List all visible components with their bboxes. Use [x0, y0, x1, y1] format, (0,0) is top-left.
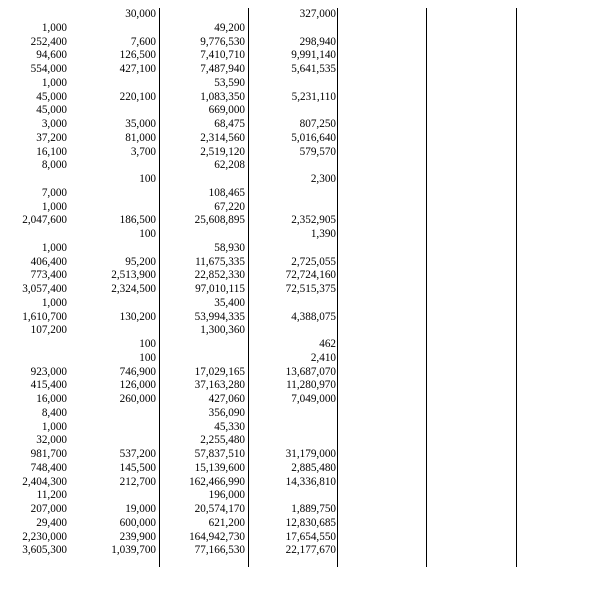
table-cell: 97,010,115	[195, 283, 245, 295]
table-cell: 13,687,070	[285, 365, 336, 378]
table-cell: 748,400	[30, 461, 67, 474]
table-cell: 427,060	[208, 393, 245, 405]
table-cell: 2,725,055	[291, 255, 336, 268]
table-cell: 16,000	[36, 393, 67, 405]
table-cell: 2,404,300	[22, 475, 67, 488]
table-cell: 22,177,670	[285, 544, 336, 557]
table-row	[0, 393, 600, 406]
table-cell: 95,200	[125, 255, 156, 268]
table-cell: 669,000	[208, 104, 245, 117]
table-cell: 2,410	[310, 351, 336, 364]
table-cell: 62,208	[214, 159, 245, 172]
table-row	[0, 201, 600, 214]
table-cell: 427,100	[119, 63, 156, 75]
table-cell	[0, 8, 67, 21]
table-row	[0, 489, 600, 502]
table-cell	[255, 242, 336, 255]
table-row	[0, 324, 600, 337]
table-cell	[255, 434, 336, 447]
table-cell: 19,000	[125, 503, 156, 515]
table-cell: 252,400	[30, 35, 67, 48]
table-cell: 7,410,710	[200, 49, 245, 62]
table-cell	[255, 22, 336, 35]
table-cell: 1,000	[41, 241, 67, 254]
table-cell: 29,400	[36, 516, 67, 529]
table-cell: 57,837,510	[194, 448, 245, 460]
table-cell: 3,605,300	[22, 544, 67, 557]
table-cell: 1,039,700	[111, 544, 156, 557]
table-cell: 15,139,600	[194, 461, 245, 474]
table-row	[0, 91, 600, 104]
table-row	[0, 338, 600, 351]
table-cell: 20,574,170	[194, 503, 245, 515]
table-cell: 1,000	[41, 21, 67, 34]
table-cell: 1,390	[310, 228, 336, 240]
table-row	[0, 283, 600, 296]
table-cell: 3,700	[130, 145, 156, 158]
table-cell: 16,100	[36, 145, 67, 158]
table-cell	[90, 297, 156, 310]
table-cell: 2,300	[310, 173, 336, 185]
table-cell: 554,000	[30, 63, 67, 75]
table-cell: 537,200	[119, 448, 156, 460]
table-row	[0, 36, 600, 49]
table-cell: 212,700	[119, 475, 156, 488]
table-cell	[0, 173, 67, 186]
table-cell	[170, 8, 245, 21]
table-cell: 3,057,400	[22, 283, 67, 295]
table-row	[0, 531, 600, 544]
table-cell: 186,500	[119, 214, 156, 227]
table-cell: 94,600	[36, 49, 67, 62]
table-cell: 53,994,335	[194, 310, 245, 323]
table-cell: 5,016,640	[291, 131, 336, 144]
table-row	[0, 77, 600, 90]
table-cell: 7,000	[41, 186, 67, 199]
table-cell	[90, 421, 156, 434]
table-cell: 30,000	[125, 8, 156, 20]
table-cell: 11,200	[36, 489, 67, 502]
table-cell: 81,000	[125, 131, 156, 144]
table-cell	[170, 228, 245, 241]
table-cell: 9,991,140	[291, 49, 336, 62]
table-cell: 130,200	[119, 310, 156, 323]
table-row	[0, 434, 600, 447]
table-cell: 2,519,120	[200, 145, 245, 158]
table-cell: 126,500	[119, 49, 156, 62]
table-row	[0, 448, 600, 461]
table-cell: 2,047,600	[22, 214, 67, 227]
table-cell: 45,000	[36, 104, 67, 117]
table-cell: 2,314,560	[200, 131, 245, 144]
table-cell: 1,083,350	[200, 90, 245, 103]
table-cell: 126,000	[119, 379, 156, 392]
table-cell: 1,000	[41, 200, 67, 213]
table-cell: 2,352,905	[291, 214, 336, 227]
table-cell	[255, 77, 336, 90]
table-cell: 77,166,530	[194, 544, 245, 557]
table-cell: 773,400	[30, 269, 67, 282]
table-cell: 415,400	[30, 379, 67, 392]
table-cell: 35,400	[214, 296, 245, 309]
table-row	[0, 242, 600, 255]
table-cell: 145,500	[119, 461, 156, 474]
table-cell: 462	[319, 338, 336, 350]
table-row	[0, 22, 600, 35]
table-cell: 14,336,810	[285, 475, 336, 488]
table-cell	[90, 434, 156, 447]
table-cell	[90, 22, 156, 35]
table-cell: 72,515,375	[285, 283, 336, 295]
table-cell: 37,163,280	[194, 379, 245, 392]
table-cell: 11,675,335	[195, 255, 245, 268]
table-cell	[255, 201, 336, 214]
table-row	[0, 159, 600, 172]
table-cell	[90, 159, 156, 172]
table-cell: 1,610,700	[22, 310, 67, 323]
table-cell: 1,889,750	[291, 503, 336, 515]
table-row	[0, 269, 600, 282]
table-cell: 100	[139, 338, 156, 350]
table-cell: 298,940	[299, 35, 336, 48]
table-cell: 17,029,165	[194, 365, 245, 378]
table-cell: 100	[139, 173, 156, 185]
table-cell: 923,000	[30, 365, 67, 378]
table-cell: 2,255,480	[200, 434, 245, 447]
table-cell: 53,590	[214, 76, 245, 89]
table-row	[0, 379, 600, 392]
table-row	[0, 104, 600, 117]
table-cell	[90, 407, 156, 420]
table-cell: 45,330	[214, 420, 245, 433]
table-row	[0, 187, 600, 200]
table-cell: 8,400	[41, 406, 67, 419]
table-cell	[90, 242, 156, 255]
table-cell: 621,200	[208, 516, 245, 529]
table-cell: 2,513,900	[111, 269, 156, 282]
table-cell: 100	[139, 228, 156, 240]
table-cell: 3,000	[41, 118, 67, 130]
table-cell: 11,280,970	[286, 379, 336, 392]
table-cell	[90, 324, 156, 337]
table-cell: 220,100	[119, 90, 156, 103]
table-cell	[255, 187, 336, 200]
table-cell	[170, 352, 245, 365]
table-row	[0, 421, 600, 434]
table-row	[0, 462, 600, 475]
table-cell	[255, 407, 336, 420]
table-cell: 807,250	[299, 118, 336, 130]
table-cell: 2,230,000	[22, 530, 67, 543]
table-cell: 600,000	[119, 516, 156, 529]
table-row	[0, 407, 600, 420]
table-cell: 406,400	[30, 255, 67, 268]
table-row	[0, 352, 600, 365]
table-cell: 2,885,480	[291, 461, 336, 474]
table-cell: 35,000	[125, 118, 156, 130]
table-cell: 5,231,110	[291, 90, 336, 103]
table-cell: 207,000	[30, 503, 67, 515]
table-cell: 4,388,075	[291, 310, 336, 323]
table-cell: 49,200	[214, 21, 245, 34]
table-cell	[255, 324, 336, 337]
table-row	[0, 476, 600, 489]
table-cell	[90, 201, 156, 214]
table-row	[0, 118, 600, 131]
table-cell: 37,200	[36, 131, 67, 144]
table-cell	[0, 352, 67, 365]
table-cell: 1,000	[41, 420, 67, 433]
table-cell: 356,090	[208, 406, 245, 419]
table-row	[0, 63, 600, 76]
table-cell: 25,608,895	[194, 214, 245, 227]
table-cell	[90, 77, 156, 90]
table-cell: 68,475	[214, 118, 245, 130]
table-cell	[0, 338, 67, 351]
table-cell	[255, 421, 336, 434]
table-cell: 17,654,550	[285, 530, 336, 543]
table-row	[0, 132, 600, 145]
table-row	[0, 311, 600, 324]
table-cell	[0, 228, 67, 241]
table-row	[0, 256, 600, 269]
table-cell	[170, 338, 245, 351]
table-cell	[255, 159, 336, 172]
table-row	[0, 214, 600, 227]
table-cell	[255, 297, 336, 310]
table-row	[0, 173, 600, 186]
table-cell	[255, 489, 336, 502]
table-cell: 1,000	[41, 76, 67, 89]
table-row	[0, 228, 600, 241]
table-cell	[90, 489, 156, 502]
table-cell: 22,852,330	[194, 269, 245, 282]
table-cell: 746,900	[119, 365, 156, 378]
table-cell: 1,300,360	[200, 324, 245, 337]
table-cell: 67,220	[214, 200, 245, 213]
table-cell: 9,776,530	[200, 35, 245, 48]
table-cell: 327,000	[299, 8, 336, 20]
table-cell: 2,324,500	[111, 283, 156, 295]
table-cell	[90, 104, 156, 117]
table-cell: 45,000	[36, 90, 67, 103]
table-cell: 579,570	[299, 145, 336, 158]
table-cell	[90, 187, 156, 200]
table-cell: 1,000	[41, 296, 67, 309]
table-cell: 196,000	[208, 489, 245, 502]
table-row	[0, 366, 600, 379]
table-row	[0, 8, 600, 21]
table-row	[0, 297, 600, 310]
table-row	[0, 503, 600, 516]
table-row	[0, 49, 600, 62]
table-row	[0, 146, 600, 159]
table-cell: 164,942,730	[189, 530, 245, 543]
table-cell: 8,000	[41, 159, 67, 172]
table-cell: 107,200	[30, 324, 67, 337]
table-cell: 239,900	[119, 530, 156, 543]
table-cell: 5,641,535	[291, 63, 336, 75]
table-cell: 72,724,160	[285, 269, 336, 282]
table-cell: 162,466,990	[189, 475, 245, 488]
table-cell: 7,487,940	[200, 63, 245, 75]
table-cell: 32,000	[36, 434, 67, 447]
table-cell: 981,700	[30, 448, 67, 460]
table-cell: 108,465	[208, 186, 245, 199]
table-cell: 7,600	[130, 35, 156, 48]
table-row	[0, 517, 600, 530]
table-cell	[170, 173, 245, 186]
table-cell: 12,830,685	[285, 516, 336, 529]
table-cell	[255, 104, 336, 117]
table-cell: 7,049,000	[291, 393, 336, 405]
table-cell: 58,930	[214, 241, 245, 254]
table-cell: 31,179,000	[285, 448, 336, 460]
table-row	[0, 544, 600, 557]
table-cell: 260,000	[119, 393, 156, 405]
table-cell: 100	[139, 351, 156, 364]
